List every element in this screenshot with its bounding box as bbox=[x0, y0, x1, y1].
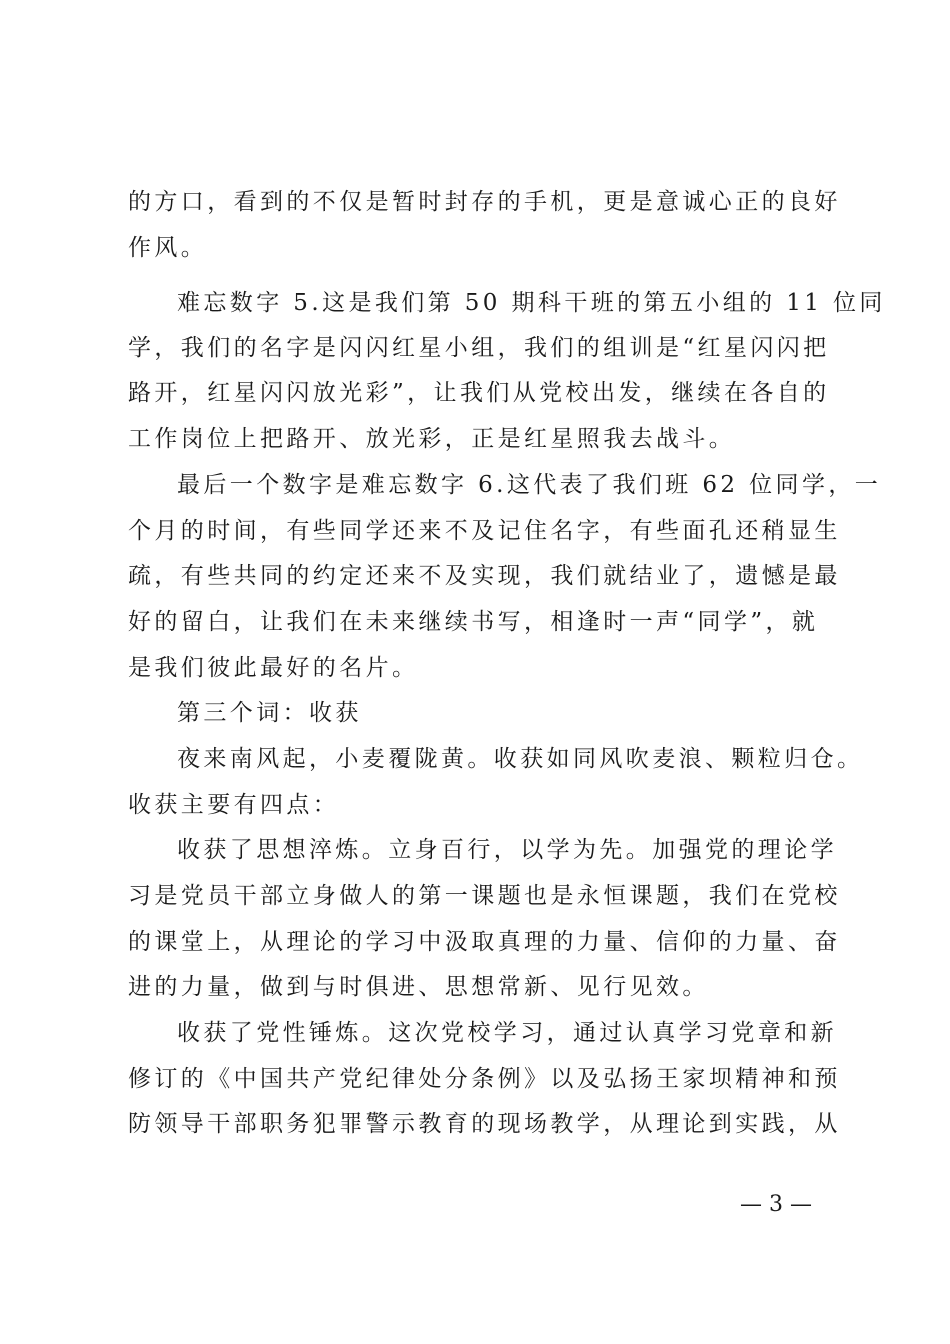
text-line: 习是党员干部立身做人的第一课题也是永恒课题，我们在党校 bbox=[128, 883, 841, 909]
text-line: 收获了思想淬炼。立身百行，以学为先。加强党的理论学 bbox=[177, 837, 837, 863]
text-line: 好的留白，让我们在未来继续书写，相逢时一声“同学”，就 bbox=[128, 609, 819, 635]
text-line: 收获主要有四点： bbox=[128, 792, 340, 818]
text-line: 疏，有些共同的约定还来不及实现，我们就结业了，遗憾是最 bbox=[128, 563, 841, 589]
page-number: — 3 — bbox=[740, 1192, 812, 1217]
text-line: 作风。 bbox=[128, 235, 208, 261]
text-line: 路开，红星闪闪放光彩”，让我们从党校出发，继续在各自的 bbox=[128, 380, 830, 406]
text-line: 防领导干部职务犯罪警示教育的现场教学，从理论到实践，从 bbox=[128, 1111, 841, 1137]
text-line: 收获了党性锤炼。这次党校学习，通过认真学习党章和新 bbox=[177, 1020, 837, 1046]
text-line: 修订的《中国共产党纪律处分条例》以及弘扬王家坝精神和预 bbox=[128, 1066, 841, 1092]
text-line: 是我们彼此最好的名片。 bbox=[128, 655, 419, 681]
text-line: 个月的时间，有些同学还来不及记住名字，有些面孔还稍显生 bbox=[128, 518, 841, 544]
text-line: 进的力量，做到与时俱进、思想常新、见行见效。 bbox=[128, 974, 709, 1000]
text-line: 难忘数字 5.这是我们第 50 期科干班的第五小组的 11 位同 bbox=[177, 290, 886, 316]
section-heading: 第三个词：收获 bbox=[177, 700, 362, 726]
text-line: 学，我们的名字是闪闪红星小组，我们的组训是“红星闪闪把 bbox=[128, 335, 830, 361]
text-line: 工作岗位上把路开、放光彩，正是红星照我去战斗。 bbox=[128, 426, 736, 452]
text-line: 的课堂上，从理论的学习中汲取真理的力量、信仰的力量、奋 bbox=[128, 929, 841, 955]
text-line: 的方口，看到的不仅是暂时封存的手机，更是意诚心正的良好 bbox=[128, 189, 841, 215]
text-line: 夜来南风起，小麦覆陇黄。收获如同风吹麦浪、颗粒归仓。 bbox=[177, 746, 864, 772]
text-line: 最后一个数字是难忘数字 6.这代表了我们班 62 位同学，一 bbox=[177, 472, 882, 498]
